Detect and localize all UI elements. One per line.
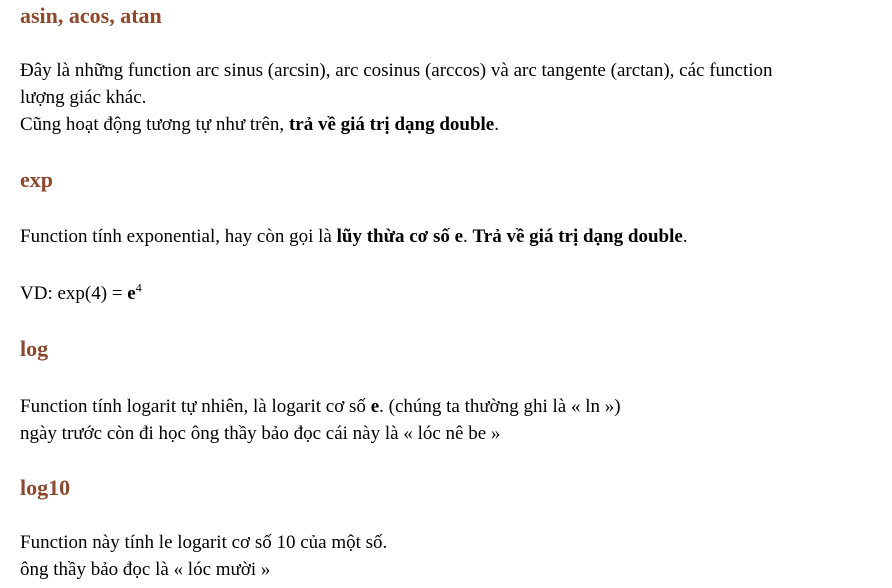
heading-asin-acos-atan: asin, acos, atan	[20, 3, 162, 28]
heading-log: log	[20, 336, 49, 361]
paragraph-asin-description	[20, 57, 773, 111]
asin-description-line1: Đây là những function arc sinus (arcsin), arc cosinus (arccos) và arc tangente (arctan), các function	[20, 60, 773, 81]
exp-example-base: e	[127, 283, 136, 304]
heading-exp: exp	[20, 167, 53, 192]
exp-desc-mid: .	[463, 226, 473, 247]
log-desc-line1-prefix: Function tính logarit tự nhiên, là logarit cơ số	[20, 396, 371, 417]
asin-return-bold: trả về giá trị dạng double	[288, 114, 495, 135]
paragraph-log-description	[20, 393, 621, 447]
asin-return-prefix: Cũng hoạt động tương tự như trên,	[20, 114, 289, 135]
exp-example-prefix: VD: exp(4) =	[20, 283, 128, 304]
log10-desc-line1: Function này tính le logarit cơ số 10 của một số.	[20, 532, 388, 553]
asin-return-suffix: .	[494, 114, 499, 135]
log10-desc-line2: ông thầy bảo đọc là « lóc mười »	[20, 559, 271, 580]
heading-log10: log10	[20, 475, 71, 500]
log-desc-line2: ngày trước còn đi học ông thầy bảo đọc cái này là « lóc nê be »	[20, 423, 501, 444]
exp-desc-prefix: Function tính exponential, hay còn gọi là	[20, 226, 337, 247]
paragraph-exp-example	[20, 280, 142, 307]
paragraph-asin-return	[20, 111, 499, 138]
log-desc-line1-bold: e	[370, 396, 380, 417]
exp-example-exponent: 4	[135, 280, 142, 295]
paragraph-log10-description	[20, 529, 387, 583]
paragraph-exp-description	[20, 223, 688, 250]
exp-desc-bold2: Trả về giá trị dạng double	[472, 226, 683, 247]
exp-desc-suffix: .	[682, 226, 688, 247]
asin-description-line2: lượng giác khác.	[20, 87, 147, 108]
exp-desc-bold1: lũy thừa cơ số e	[336, 226, 464, 247]
log-desc-line1-suffix: . (chúng ta thường ghi là « ln »)	[379, 396, 621, 417]
